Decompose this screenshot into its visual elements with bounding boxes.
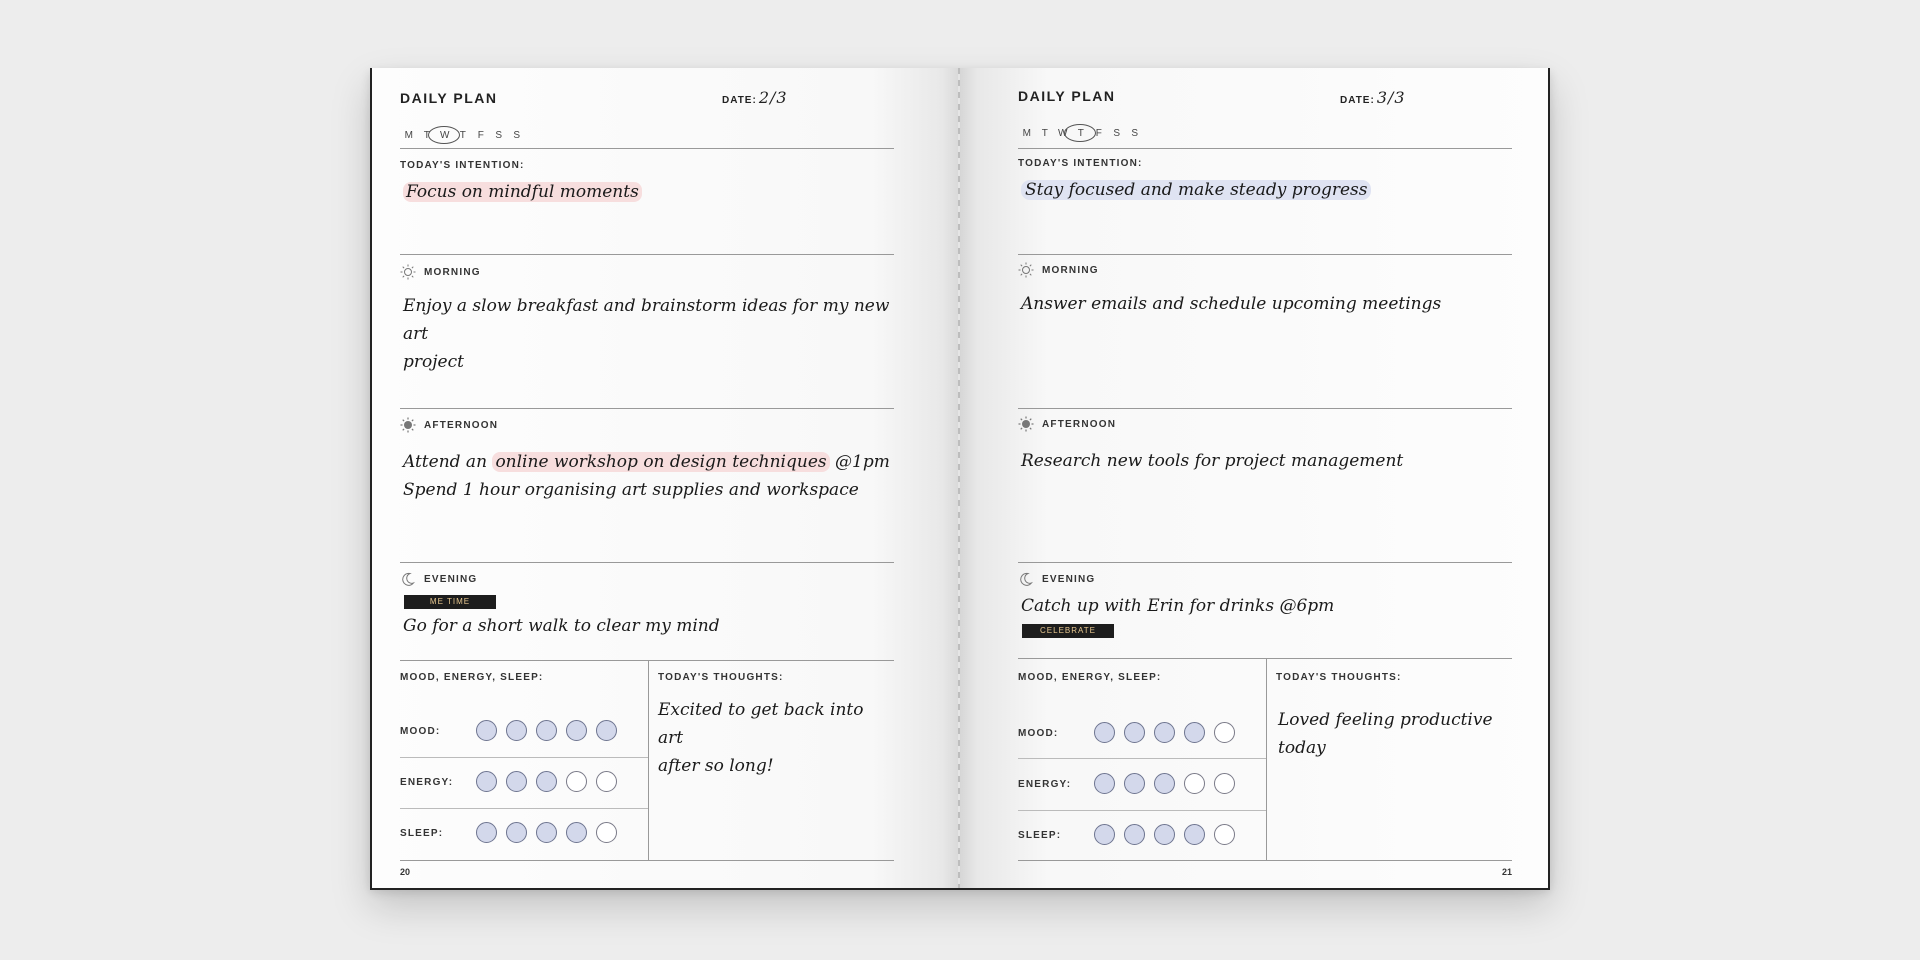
rating-dot[interactable] [1094, 824, 1115, 845]
weekday-2[interactable]: W [1058, 128, 1068, 139]
rating-dot[interactable] [1214, 773, 1235, 794]
page-title: DAILY PLAN [400, 90, 498, 106]
date-field: DATE: 3/3 [1340, 88, 1406, 107]
weekday-1[interactable]: T [1041, 128, 1049, 139]
weekday-5[interactable]: S [1113, 128, 1121, 139]
sleep-label: SLEEP: [400, 828, 444, 839]
rating-dot[interactable] [1094, 773, 1115, 794]
intention-text: Focus on mindful moments [403, 178, 893, 206]
morning-section-label: MORNING [1018, 262, 1099, 278]
moon-icon [1018, 571, 1034, 587]
evening-text: Go for a short walk to clear my mind [403, 616, 720, 636]
rating-dot[interactable] [566, 822, 587, 843]
right-page [960, 68, 1550, 890]
moon-icon [400, 571, 416, 587]
rating-dot[interactable] [1094, 722, 1115, 743]
rating-dot[interactable] [1184, 773, 1205, 794]
rating-dot[interactable] [476, 771, 497, 792]
afternoon-text: Research new tools for project management [1021, 451, 1404, 471]
me-time-tag: ME TIME [404, 595, 496, 609]
page-title: DAILY PLAN [1018, 88, 1116, 104]
mes-label: MOOD, ENERGY, SLEEP: [400, 672, 544, 683]
evening-section-label: EVENING [400, 571, 477, 587]
weekday-3[interactable]: T [1072, 128, 1090, 139]
mood-label: MOOD: [1018, 728, 1059, 739]
sleep-label: SLEEP: [1018, 830, 1062, 841]
weekday-0[interactable]: M [1022, 128, 1032, 139]
thoughts-text: Excited to get back into art after so long! [658, 700, 864, 776]
rating-dot[interactable] [536, 771, 557, 792]
mes-label: MOOD, ENERGY, SLEEP: [1018, 672, 1162, 683]
sleep-rating[interactable] [476, 822, 617, 843]
thoughts-text: Loved feeling productive today [1278, 710, 1493, 758]
intention-text: Stay focused and make steady progress [1021, 176, 1511, 204]
mood-rating[interactable] [1094, 722, 1235, 743]
energy-rating[interactable] [1094, 773, 1235, 794]
rating-dot[interactable] [536, 822, 557, 843]
rating-dot[interactable] [506, 720, 527, 741]
energy-rating[interactable] [476, 771, 617, 792]
rating-dot[interactable] [566, 771, 587, 792]
date-value: 3/3 [1376, 88, 1406, 107]
rating-dot[interactable] [1124, 722, 1145, 743]
rating-dot[interactable] [1154, 722, 1175, 743]
weekday-selector [1018, 128, 1144, 139]
left-page [370, 68, 960, 890]
sleep-rating[interactable] [1094, 824, 1235, 845]
afternoon-section-label: AFTERNOON [400, 417, 498, 433]
weekday-4[interactable]: F [477, 130, 485, 141]
weekday-4[interactable]: F [1095, 128, 1103, 139]
rating-dot[interactable] [1214, 824, 1235, 845]
thoughts-label: TODAY'S THOUGHTS: [1276, 672, 1402, 683]
rating-dot[interactable] [596, 771, 617, 792]
rating-dot[interactable] [476, 720, 497, 741]
sun-outline-icon [400, 264, 416, 280]
weekday-6[interactable]: S [1131, 128, 1139, 139]
rating-dot[interactable] [1154, 773, 1175, 794]
rating-dot[interactable] [536, 720, 557, 741]
date-value: 2/3 [758, 88, 788, 107]
mood-rating[interactable] [476, 720, 617, 741]
planner-book [370, 68, 1550, 888]
weekday-6[interactable]: S [513, 130, 521, 141]
rating-dot[interactable] [1154, 824, 1175, 845]
weekday-3[interactable]: T [459, 130, 467, 141]
rating-dot[interactable] [506, 771, 527, 792]
energy-label: ENERGY: [400, 777, 454, 788]
rating-dot[interactable] [596, 720, 617, 741]
afternoon-section-label: AFTERNOON [1018, 416, 1116, 432]
rating-dot[interactable] [506, 822, 527, 843]
morning-text: Answer emails and schedule upcoming meetings [1021, 294, 1442, 314]
page-number: 20 [400, 867, 411, 877]
rating-dot[interactable] [1214, 722, 1235, 743]
evening-text: Catch up with Erin for drinks @6pm [1021, 596, 1335, 616]
weekday-selector [400, 130, 526, 141]
rating-dot[interactable] [596, 822, 617, 843]
energy-label: ENERGY: [1018, 779, 1072, 790]
sun-outline-icon [1018, 262, 1034, 278]
evening-section-label: EVENING [1018, 571, 1095, 587]
thoughts-label: TODAY'S THOUGHTS: [658, 672, 784, 683]
morning-text: Enjoy a slow breakfast and brainstorm ideas for my new art project [403, 296, 890, 372]
intention-label: TODAY'S INTENTION: [1018, 158, 1143, 169]
sun-filled-icon [1018, 416, 1034, 432]
weekday-1[interactable]: T [423, 130, 431, 141]
sun-filled-icon [400, 417, 416, 433]
weekday-5[interactable]: S [495, 130, 503, 141]
mood-label: MOOD: [400, 726, 441, 737]
morning-section-label: MORNING [400, 264, 481, 280]
weekday-2[interactable]: W [436, 130, 454, 141]
rating-dot[interactable] [1124, 824, 1145, 845]
rating-dot[interactable] [566, 720, 587, 741]
intention-label: TODAY'S INTENTION: [400, 160, 525, 171]
rating-dot[interactable] [476, 822, 497, 843]
weekday-0[interactable]: M [404, 130, 414, 141]
rating-dot[interactable] [1184, 722, 1205, 743]
celebrate-tag: CELEBRATE [1022, 624, 1114, 638]
date-field: DATE: 2/3 [722, 88, 788, 107]
page-number: 21 [1501, 867, 1512, 877]
rating-dot[interactable] [1124, 773, 1145, 794]
afternoon-text: Attend an online workshop on design techniques @1pm Spend 1 hour organising art supplies and workspace [403, 452, 890, 500]
rating-dot[interactable] [1184, 824, 1205, 845]
